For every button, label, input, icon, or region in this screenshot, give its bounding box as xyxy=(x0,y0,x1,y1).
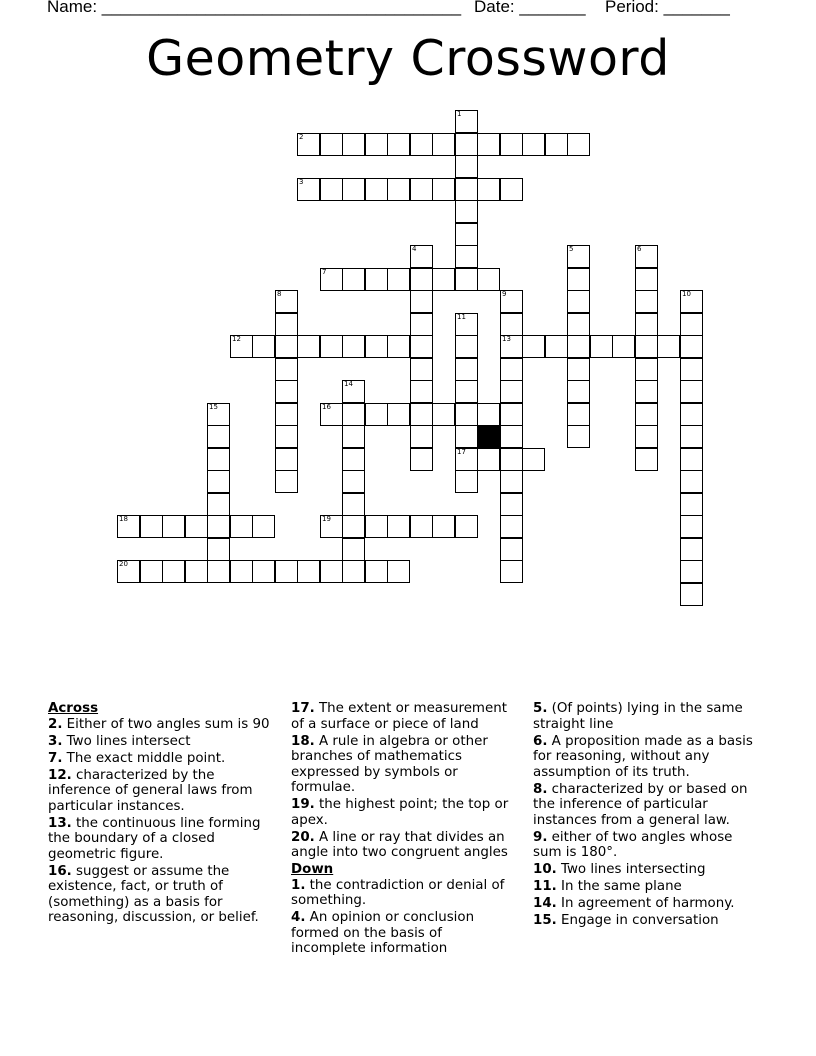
grid-cell[interactable] xyxy=(252,560,275,583)
grid-cell[interactable] xyxy=(342,380,365,403)
grid-cell[interactable] xyxy=(342,133,365,156)
grid-cell[interactable] xyxy=(342,470,365,493)
grid-cell[interactable] xyxy=(342,178,365,201)
grid-cell[interactable] xyxy=(140,515,163,538)
grid-cell[interactable] xyxy=(117,515,140,538)
grid-cell[interactable] xyxy=(680,403,703,426)
grid-cell[interactable] xyxy=(500,560,523,583)
grid-cell[interactable] xyxy=(567,403,590,426)
grid-cell[interactable] xyxy=(162,515,185,538)
grid-cell[interactable] xyxy=(590,335,613,358)
grid-cell[interactable] xyxy=(477,268,500,291)
grid-cell[interactable] xyxy=(680,335,703,358)
grid-cell[interactable] xyxy=(275,448,298,471)
clue-across: 18. A rule in algebra or other branches of mathematics expressed by symbols or formulae. xyxy=(291,733,488,795)
grid-cell[interactable] xyxy=(567,245,590,268)
grid-cell[interactable] xyxy=(275,335,298,358)
grid-cell[interactable] xyxy=(500,290,523,313)
grid-cell[interactable] xyxy=(477,403,500,426)
grid-cell[interactable] xyxy=(365,133,388,156)
clue-number: 9 xyxy=(502,290,507,298)
grid-cell[interactable] xyxy=(545,133,568,156)
clue-number: 5 xyxy=(569,245,574,253)
grid-cell[interactable] xyxy=(500,470,523,493)
grid-cell[interactable] xyxy=(455,133,478,156)
clue-number: 15 xyxy=(209,403,218,411)
grid-cell[interactable] xyxy=(387,178,410,201)
grid-cell[interactable] xyxy=(207,403,230,426)
grid-cell[interactable] xyxy=(455,155,478,178)
grid-cell[interactable] xyxy=(455,470,478,493)
grid-cell[interactable] xyxy=(455,380,478,403)
grid-cell[interactable] xyxy=(387,335,410,358)
grid-cell[interactable] xyxy=(455,403,478,426)
grid-cell[interactable] xyxy=(410,403,433,426)
grid-cell[interactable] xyxy=(275,403,298,426)
grid-cell[interactable] xyxy=(117,560,140,583)
grid-cell[interactable] xyxy=(342,515,365,538)
grid-cell[interactable] xyxy=(432,133,455,156)
grid-cell[interactable] xyxy=(680,538,703,561)
grid-cell[interactable] xyxy=(500,133,523,156)
clue-number: 3 xyxy=(299,178,304,186)
grid-cell[interactable] xyxy=(297,560,320,583)
name-field-label[interactable]: Name: ______________________________________ xyxy=(47,0,462,16)
grid-cell[interactable] xyxy=(387,403,410,426)
grid-cell[interactable] xyxy=(477,448,500,471)
grid-cell[interactable] xyxy=(410,178,433,201)
grid-cell[interactable] xyxy=(320,268,343,291)
grid-cell[interactable] xyxy=(680,470,703,493)
grid-cell[interactable] xyxy=(297,335,320,358)
grid-cell[interactable] xyxy=(410,290,433,313)
grid-cell[interactable] xyxy=(522,335,545,358)
grid-cell[interactable] xyxy=(387,515,410,538)
clue-number: 1 xyxy=(457,110,462,118)
grid-cell[interactable] xyxy=(410,448,433,471)
clue-across: 16. suggest or assume the existence, fact, or truth of (something) as a basis for reasoning, discussion, or belief. xyxy=(48,863,259,925)
grid-cell[interactable] xyxy=(275,313,298,336)
grid-cell[interactable] xyxy=(185,560,208,583)
grid-cell[interactable] xyxy=(342,425,365,448)
across-heading: Across xyxy=(48,701,99,716)
grid-cell[interactable] xyxy=(455,448,478,471)
grid-cell[interactable] xyxy=(680,380,703,403)
grid-cell[interactable] xyxy=(500,538,523,561)
period-field-label[interactable]: Period: _______ xyxy=(605,0,730,16)
grid-cell[interactable] xyxy=(455,335,478,358)
grid-cell[interactable] xyxy=(500,358,523,381)
grid-cell[interactable] xyxy=(365,560,388,583)
grid-cell[interactable] xyxy=(500,335,523,358)
grid-cell[interactable] xyxy=(342,335,365,358)
grid-cell[interactable] xyxy=(635,290,658,313)
grid-cell[interactable] xyxy=(320,133,343,156)
clue-down: 9. either of two angles whose sum is 180°. xyxy=(533,829,733,860)
grid-cell[interactable] xyxy=(410,425,433,448)
grid-cell[interactable] xyxy=(455,515,478,538)
grid-cell[interactable] xyxy=(635,335,658,358)
grid-cell[interactable] xyxy=(455,245,478,268)
clue-number: 2 xyxy=(299,133,304,141)
grid-cell[interactable] xyxy=(567,268,590,291)
grid-cell[interactable] xyxy=(365,515,388,538)
grid-cell[interactable] xyxy=(275,358,298,381)
grid-cell[interactable] xyxy=(432,268,455,291)
grid-cell[interactable] xyxy=(365,403,388,426)
grid-cell[interactable] xyxy=(635,380,658,403)
grid-cell[interactable] xyxy=(635,448,658,471)
clue-across: 13. the continuous line forming the boundary of a closed geometric figure. xyxy=(48,815,261,862)
grid-cell[interactable] xyxy=(500,380,523,403)
clue-column-3 xyxy=(533,701,761,930)
grid-cell[interactable] xyxy=(297,133,320,156)
clue-down: 1. the contradiction or denial of something. xyxy=(291,877,505,908)
grid-cell[interactable] xyxy=(500,403,523,426)
grid-cell[interactable] xyxy=(635,358,658,381)
grid-cell[interactable] xyxy=(657,335,680,358)
grid-cell[interactable] xyxy=(342,268,365,291)
clue-down: 14. In agreement of harmony. xyxy=(533,896,735,911)
clue-number: 4 xyxy=(412,245,417,253)
date-field-label[interactable]: Date: _______ xyxy=(474,0,586,16)
clue-number: 7 xyxy=(322,268,327,276)
clue-number: 6 xyxy=(637,245,642,253)
grid-cell[interactable] xyxy=(342,560,365,583)
grid-cell[interactable] xyxy=(680,560,703,583)
grid-cell[interactable] xyxy=(410,515,433,538)
grid-cell[interactable] xyxy=(522,133,545,156)
grid-cell[interactable] xyxy=(432,178,455,201)
grid-cell[interactable] xyxy=(500,313,523,336)
clue-column-1 xyxy=(48,701,276,927)
grid-cell[interactable] xyxy=(207,425,230,448)
grid-cell[interactable] xyxy=(365,335,388,358)
grid-cell[interactable] xyxy=(207,560,230,583)
grid-cell[interactable] xyxy=(207,538,230,561)
clue-across: 20. A line or ray that divides an angle into two congruent angles xyxy=(291,829,508,860)
grid-cell[interactable] xyxy=(230,560,253,583)
grid-cell[interactable] xyxy=(342,538,365,561)
grid-cell[interactable] xyxy=(207,515,230,538)
grid-cell[interactable] xyxy=(455,223,478,246)
grid-cell[interactable] xyxy=(410,358,433,381)
clue-number: 13 xyxy=(502,335,511,343)
grid-cell[interactable] xyxy=(410,335,433,358)
grid-cell[interactable] xyxy=(387,268,410,291)
grid-cell[interactable] xyxy=(545,335,568,358)
grid-cell[interactable] xyxy=(320,515,343,538)
grid-cell[interactable] xyxy=(567,425,590,448)
grid-cell[interactable] xyxy=(635,245,658,268)
clue-down: 11. In the same plane xyxy=(533,879,682,894)
grid-cell[interactable] xyxy=(635,268,658,291)
grid-cell[interactable] xyxy=(567,133,590,156)
grid-cell[interactable] xyxy=(680,493,703,516)
grid-cell[interactable] xyxy=(680,313,703,336)
clue-across: 19. the highest point; the top or apex. xyxy=(291,797,509,828)
grid-cell[interactable] xyxy=(680,290,703,313)
grid-cell[interactable] xyxy=(162,560,185,583)
grid-cell[interactable] xyxy=(387,560,410,583)
grid-cell[interactable] xyxy=(275,425,298,448)
grid-cell[interactable] xyxy=(410,268,433,291)
grid-cell[interactable] xyxy=(500,515,523,538)
grid-cell[interactable] xyxy=(207,493,230,516)
grid-cell[interactable] xyxy=(567,335,590,358)
grid-cell[interactable] xyxy=(410,245,433,268)
grid-cell[interactable] xyxy=(207,470,230,493)
grid-cell[interactable] xyxy=(455,178,478,201)
grid-cell[interactable] xyxy=(342,493,365,516)
grid-cell[interactable] xyxy=(680,583,703,606)
grid-cell[interactable] xyxy=(410,313,433,336)
grid-cell[interactable] xyxy=(567,380,590,403)
clue-across: 3. Two lines intersect xyxy=(48,733,191,749)
clue-down: 5. (Of points) lying in the same straight line xyxy=(533,701,743,732)
grid-cell[interactable] xyxy=(500,425,523,448)
grid-cell[interactable] xyxy=(320,178,343,201)
grid-cell[interactable] xyxy=(320,335,343,358)
grid-cell[interactable] xyxy=(455,200,478,223)
grid-cell[interactable] xyxy=(275,290,298,313)
grid-cell[interactable] xyxy=(680,515,703,538)
clue-down: 15. Engage in conversation xyxy=(533,913,719,928)
grid-cell[interactable] xyxy=(387,133,410,156)
grid-cell[interactable] xyxy=(320,560,343,583)
grid-cell[interactable] xyxy=(140,560,163,583)
page-title: Geometry Crossword xyxy=(146,30,670,87)
clue-across: 7. The exact middle point. xyxy=(48,750,226,766)
grid-cell[interactable] xyxy=(275,560,298,583)
clue-number: 12 xyxy=(232,335,241,343)
grid-cell[interactable] xyxy=(680,448,703,471)
clue-across: 17. The extent or measurement of a surface or piece of land xyxy=(291,701,507,732)
clue-down: 6. A proposition made as a basis for reasoning, without any assumption of its truth. xyxy=(533,733,753,780)
grid-cell[interactable] xyxy=(477,178,500,201)
clue-across: 12. characterized by the inference of general laws from particular instances. xyxy=(48,767,253,814)
grid-cell[interactable] xyxy=(275,380,298,403)
grid-cell[interactable] xyxy=(612,335,635,358)
grid-cell[interactable] xyxy=(432,515,455,538)
clue-number: 18 xyxy=(119,515,128,523)
grid-cell[interactable] xyxy=(635,425,658,448)
grid-cell[interactable] xyxy=(297,178,320,201)
grid-cell[interactable] xyxy=(567,358,590,381)
grid-cell[interactable] xyxy=(207,448,230,471)
grid-cell[interactable] xyxy=(500,178,523,201)
grid-cell[interactable] xyxy=(635,403,658,426)
grid-cell[interactable] xyxy=(432,403,455,426)
clue-down: 10. Two lines intersecting xyxy=(533,862,706,877)
clue-number: 10 xyxy=(682,290,691,298)
grid-cell[interactable] xyxy=(522,448,545,471)
clue-down: 8. characterized by or based on the inference of particular instances from a general law. xyxy=(533,781,748,828)
grid-cell[interactable] xyxy=(230,515,253,538)
grid-cell[interactable] xyxy=(455,268,478,291)
grid-cell[interactable] xyxy=(500,448,523,471)
grid-cell[interactable] xyxy=(500,493,523,516)
clue-down: 4. An opinion or conclusion formed on the basis of incomplete information xyxy=(291,910,475,956)
grid-cell[interactable] xyxy=(455,110,478,133)
grid-cell[interactable] xyxy=(230,335,253,358)
clue-number: 17 xyxy=(457,448,466,456)
grid-cell[interactable] xyxy=(342,403,365,426)
grid-cell[interactable] xyxy=(410,133,433,156)
grid-cell[interactable] xyxy=(252,515,275,538)
clue-number: 20 xyxy=(119,560,128,568)
grid-cell[interactable] xyxy=(252,335,275,358)
clue-number: 14 xyxy=(344,380,353,388)
grid-cell[interactable] xyxy=(455,425,478,448)
clue-number: 8 xyxy=(277,290,282,298)
grid-cell[interactable] xyxy=(342,448,365,471)
grid-cell[interactable] xyxy=(567,313,590,336)
grid-cell[interactable] xyxy=(680,425,703,448)
grid-cell[interactable] xyxy=(477,133,500,156)
black-cell xyxy=(477,425,500,448)
grid-cell[interactable] xyxy=(635,313,658,336)
grid-cell[interactable] xyxy=(680,358,703,381)
grid-cell[interactable] xyxy=(185,515,208,538)
clue-across: 2. Either of two angles sum is 90 xyxy=(48,716,270,732)
grid-cell[interactable] xyxy=(410,380,433,403)
grid-cell[interactable] xyxy=(365,268,388,291)
grid-cell[interactable] xyxy=(455,358,478,381)
clue-number: 19 xyxy=(322,515,331,523)
down-heading: Down xyxy=(291,862,334,877)
clue-number: 16 xyxy=(322,403,331,411)
clue-column-2 xyxy=(291,701,519,958)
grid-cell[interactable] xyxy=(320,403,343,426)
grid-cell[interactable] xyxy=(275,470,298,493)
clue-number: 11 xyxy=(457,313,466,321)
grid-cell[interactable] xyxy=(365,178,388,201)
grid-cell[interactable] xyxy=(455,313,478,336)
grid-cell[interactable] xyxy=(567,290,590,313)
